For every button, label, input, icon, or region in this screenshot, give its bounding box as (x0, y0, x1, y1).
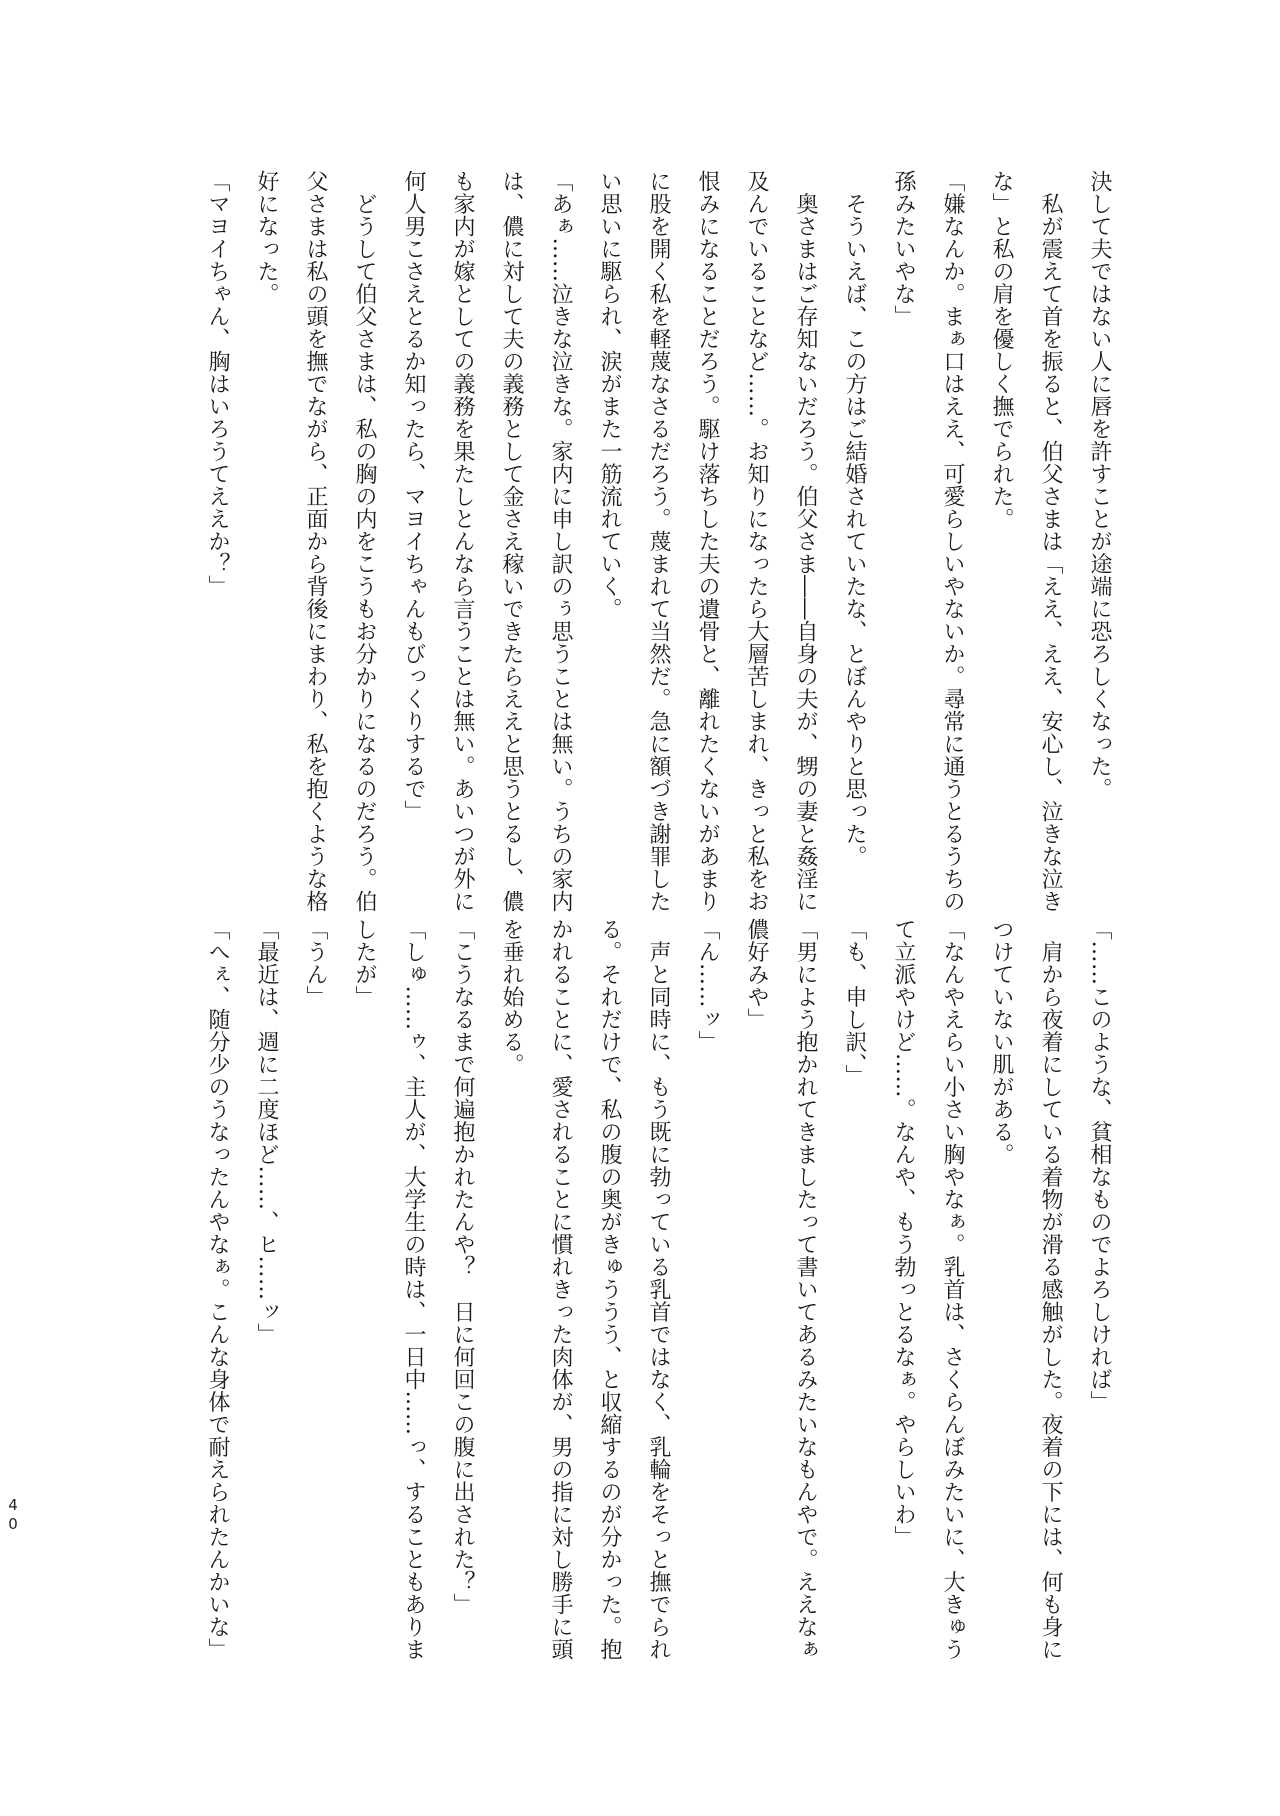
text-line: 孫みたいやな」 (891, 170, 916, 328)
text-line: 「うん」 (303, 918, 328, 1008)
text-line: 声と同時に、もう既に勃っている乳首ではなく、乳輪をそっと撫でられ (646, 918, 671, 1661)
text-line: 「こうなるまで何遍抱かれたんや？ 日に何回この腹に出された？」 (450, 918, 475, 1616)
text-line: 儂好みや」 (744, 918, 769, 1031)
text-line: つけていない肌がある。 (989, 918, 1014, 1166)
text-line: 私が震えて首を振ると、伯父さまは「ええ、ええ、安心し、泣きな泣き (1038, 170, 1063, 913)
text-line: 肩から夜着にしている着物が滑る感触がした。夜着の下には、何も身に (1038, 918, 1063, 1661)
text-line: 「男によう抱かれてきましたって書いてあるみたいなもんやで。ええなぁ (793, 918, 818, 1661)
text-block-bottom (193, 918, 1124, 1661)
text-line: 「最近は、週に二度ほど……、ヒ……ッ」 (254, 918, 279, 1346)
text-line: 「……このような、貧相なものでよろしければ」 (1087, 918, 1112, 1413)
text-line: も家内が嫁としての義務を果たしとんなら言うことは無い。あいつが外に (450, 170, 475, 913)
text-line: 父さまは私の頭を撫でながら、正面から背後にまわり、私を抱くような格 (303, 170, 328, 913)
text-block-top (193, 170, 1124, 913)
text-line: 何人男こさえとるか知ったら、マヨイちゃんもびっくりするで」 (401, 170, 426, 823)
text-line: 決して夫ではない人に唇を許すことが途端に恐ろしくなった。 (1087, 170, 1112, 800)
text-line: 「も、申し訳、」 (842, 918, 867, 1087)
text-line: 「なんやえらい小さい胸やなぁ。乳首は、さくらんぼみたいに、大きゅう (940, 918, 965, 1661)
text-line: 奥さまはご存知ないだろう。伯父さま――自身の夫が、甥の妻と姦淫に (793, 170, 818, 913)
text-line: かれることに、愛されることに慣れきった肉体が、男の指に対し勝手に頭 (548, 918, 573, 1661)
text-line: て立派やけど……。なんや、もう勃っとるなぁ。やらしいわ」 (891, 918, 916, 1548)
text-line: 「しゅ……ゥ、主人が、大学生の時は、一日中……っ、することもありま (401, 918, 426, 1661)
text-line: 及んでいることなど……。お知りになったら大層苦しまれ、きっと私をお (744, 170, 769, 913)
text-line: 好になった。 (254, 170, 279, 305)
text-line: な」と私の肩を優しく撫でられた。 (989, 170, 1014, 530)
text-line: 「ん……ッ」 (695, 918, 720, 1053)
text-line: 「へぇ、随分少のうなったんやなぁ。こんな身体で耐えられたんかいな」 (205, 918, 230, 1661)
text-line: に股を開く私を軽蔑なさるだろう。蔑まれて当然だ。急に額づき謝罪した (646, 170, 671, 913)
text-line: したが」 (352, 918, 377, 1008)
text-line: る。それだけで、私の腹の奥がきゅううう、と収縮するのが分かった。抱 (597, 918, 622, 1661)
page-number: 40 (4, 1496, 22, 1534)
text-line: どうして伯父さまは、私の胸の内をこうもお分かりになるのだろう。伯 (352, 170, 377, 913)
text-line: 「マヨイちゃん、胸はいろうてええか？」 (205, 170, 230, 598)
text-line: を垂れ始める。 (499, 918, 524, 1076)
text-line: そういえば、この方はご結婚されていたな、とぼんやりと思った。 (842, 170, 867, 868)
text-line: は、儂に対して夫の義務として金さえ稼いできたらええと思うとるし、儂 (499, 170, 524, 913)
text-line: 恨みになることだろう。駆け落ちした夫の遺骨と、離れたくないがあまり (695, 170, 720, 913)
text-line: 「嫌なんか。まぁ口はええ、可愛らしいやないか。尋常に通うとるうちの (940, 170, 965, 913)
text-line: 「あぁ……泣きな泣きな。家内に申し訳のぅ思うことは無い。うちの家内 (548, 170, 573, 913)
text-line: い思いに駆られ、涙がまた一筋流れていく。 (597, 170, 622, 620)
